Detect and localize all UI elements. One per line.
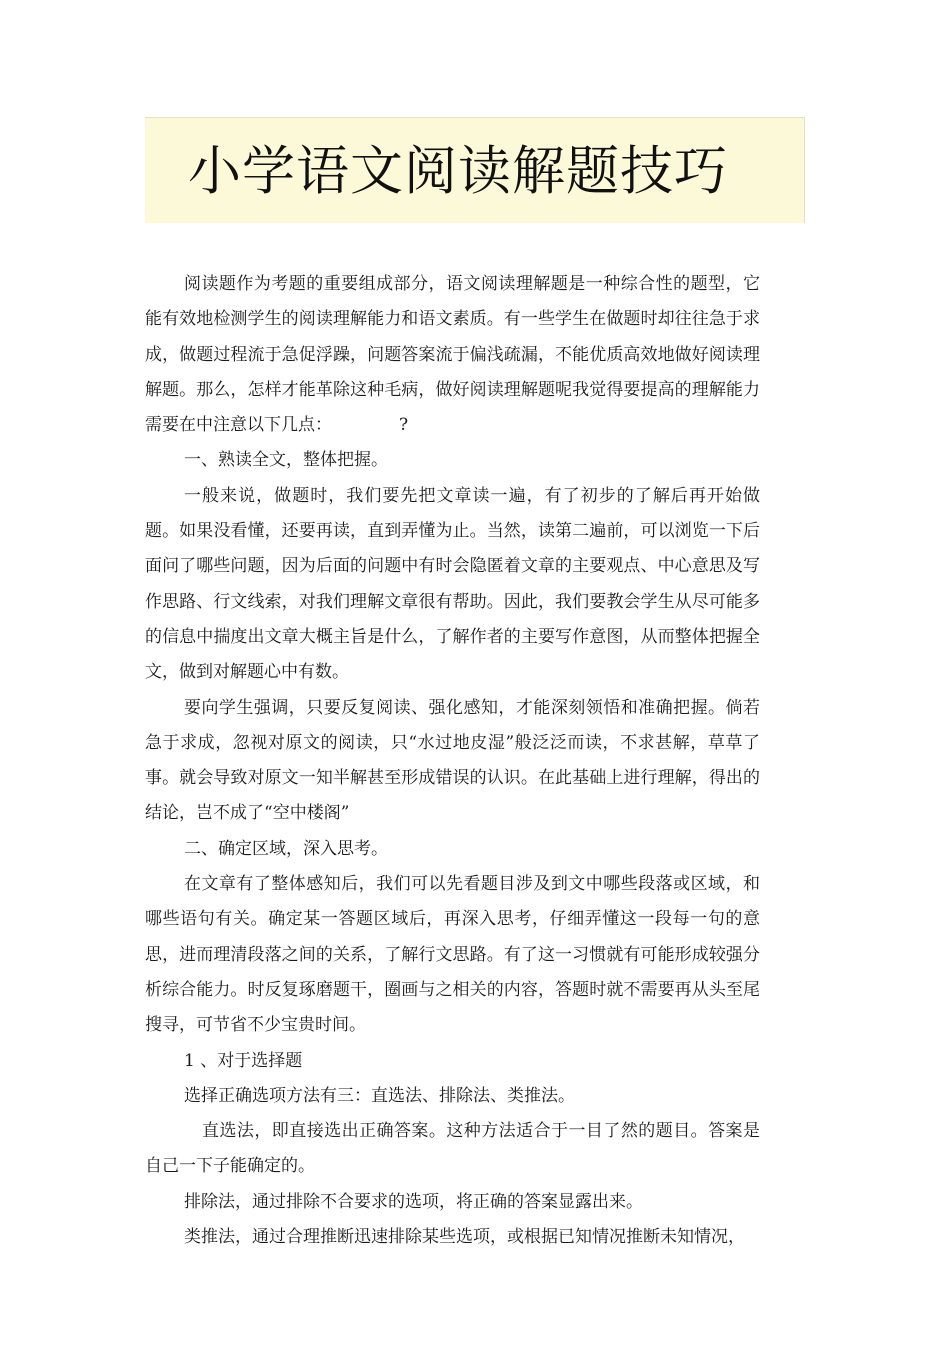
paragraph-intro-text: 阅读题作为考题的重要组成部分，语文阅读理解题是一种综合性的题型，它能有效地检测学生的阅读理解能力和语文素质。有一些学生在做题时却往往急于求成，做题过程流于急促浮躁，问题答案流于偏浅疏漏，不能优质高效地做好阅读理解题。那么，怎样才能革除这种毛病，做好阅读理解题呢我觉得要提高的理解能力需要在中注意以下几点： [145,274,760,436]
paragraph: 在文章有了整体感知后，我们可以先看题目涉及到文中哪些段落或区域，和哪些语句有关。确定某一答题区域后，再深入思考，仔细弄懂这一段每一句的意思，进而理清段落之间的关系，了解行文思路。有了这一习惯就有可能形成较强分析综合能力。时反复琢磨题干，圈画与之相关的内容，答题时就不需要再从头至尾搜寻，可节省不少宝贵时间。 [145,874,760,1036]
page-title: 小学语文阅读解题技巧 [188,141,728,202]
paragraph: 要向学生强调，只要反复阅读、强化感知，才能深刻领悟和准确把握。倘若急于求成，忽视对原文的阅读，只“水过地皮湿”般泛泛而读，不求甚解，草草了事。就会导致对原文一知半解甚至形成错误的认识。在此基础上进行理解，得出的结论，岂不成了“空中楼阁” [145,697,760,824]
paragraph: 选择正确选项方法有三：直选法、排除法、类推法。 [184,1085,575,1106]
paragraph-direct-method: 直选法，即直接选出正确答案。这种方法适合于一目了然的题目。答案是自己一下子能确定的。 [145,1121,760,1177]
paragraph-analogy-method: 类推法，通过合理推断迅速排除某些选项，或根据已知情况推断未知情况， [184,1227,745,1248]
paragraph: 一般来说，做题时，我们要先把文章读一遍，有了初步的了解后再开始做题。如果没看懂，还要再读，直到弄懂为止。当然，读第二遍前，可以浏览一下后面问了哪些问题，因为后面的问题中有时会隐匿着文章的主要观点、中心意思及写作思路、行文线索，对我们理解文章很有帮助。因此，我们要教会学生从尽可能多的信息中揣度出文章大概主旨是什么，了解作者的主要写作意图，从而整体把握全文，做到对解题心中有数。 [145,485,760,683]
title-banner [145,117,805,223]
section-heading-1: 一、熟读全文，整体把握。 [184,450,388,471]
section-heading-2: 二、确定区域，深入思考。 [184,838,388,859]
paragraph-elimination-method: 排除法，通过排除不合要求的选项，将正确的答案显露出来。 [184,1191,643,1212]
paragraph-intro [145,267,760,443]
article-body [145,267,760,1255]
subsection-heading-1: 1 、对于选择题 [184,1050,303,1071]
question-mark: ? [399,415,409,436]
